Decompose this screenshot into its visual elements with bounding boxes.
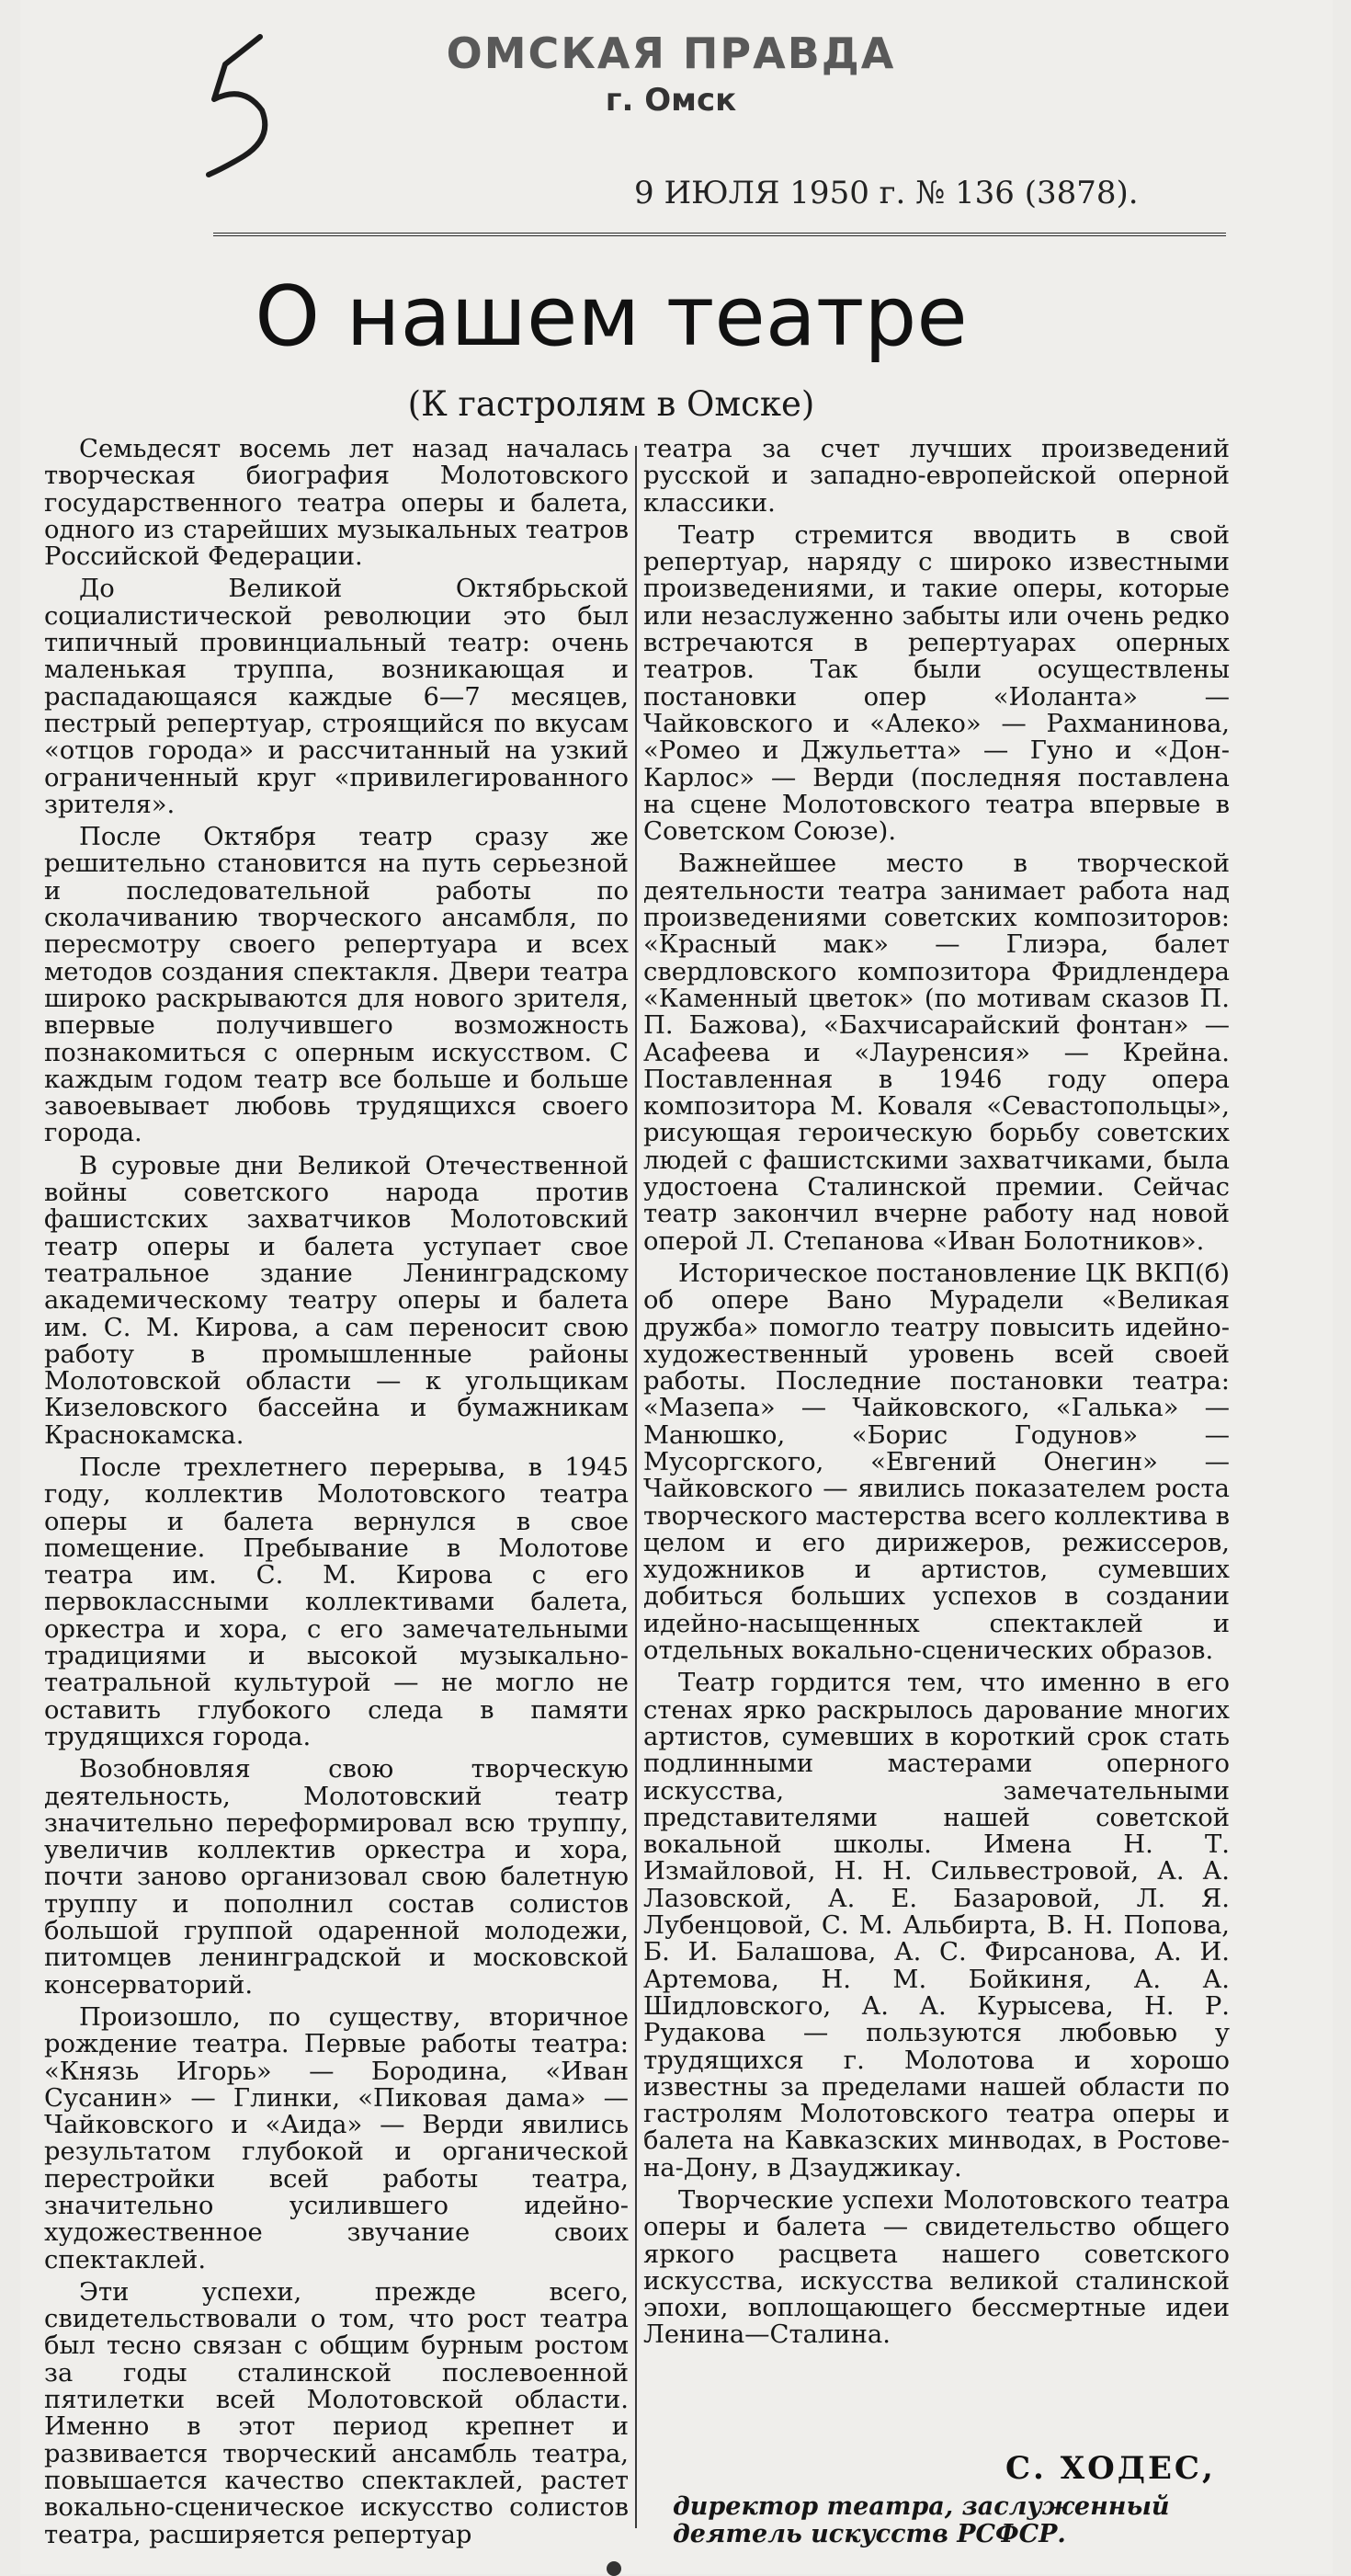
newspaper-city: г. Омск	[605, 82, 737, 119]
author-signature: С. ХОДЕС,	[1005, 2450, 1216, 2487]
paragraph: До Великой Октябрьской социалистической революции это был типичный провинциальный театр: очень маленькая труппа, возникающая и распадающаяся каждые 6—7 месяцев, пестрый репертуар, строящийся по вкусам «отцов города» и рассчитанный на узкий ограниченный круг «привилегированного зрителя».	[44, 575, 629, 819]
handwritten-number-mark	[188, 28, 290, 184]
paragraph: Важнейшее место в творческой деятельности театра занимает работа над произведениями советских композиторов: «Красный мак» — Глиэра, балет свердловского композитора Фридлендера «Каменный цветок» (по мотивам сказов П. П. Бажова), «Бахчисарайский фонтан» — Асафеева и «Лауренсия» — Крейна. Поставленная в 1946 году опера композитора М. Коваля «Севастопольцы», рисующая героическую борьбу советских людей с фашистскими захватчиками, была удостоена Сталинской премии. Сейчас театр закончил вчерне работу над новой оперой Л. Степанова «Иван Болотников».	[643, 849, 1230, 1256]
article-right-column	[643, 436, 1230, 2354]
article-subheadline: (К гастролям в Омске)	[407, 384, 815, 424]
paragraph: После трехлетнего перерыва, в 1945 году, коллектив Молотовского театра оперы и балета вернулся в свое помещение. Пребывание в Молотове театра им. С. М. Кирова с его первоклассными коллективами балета, оркестра и хора, с его замечательными традициями и высокой музыкально-театральной культурой — не могло не оставить глубокого следа в памяти трудящихся города.	[44, 1453, 629, 1751]
issue-date-number: 9 ИЮЛЯ 1950 г. № 136 (3878).	[634, 175, 1139, 211]
paragraph: В суровые дни Великой Отечественной войны советского народа против фашистских захватчиков Молотовский театр оперы и балета уступает свое театральное здание Ленинградскому академическому театру оперы и балета им. С. М. Кирова, а сам переносит свою работу в промышленные районы Молотовской области — к угольщикам Кизеловского бассейна и бумажникам Краснокамска.	[44, 1151, 629, 1450]
paragraph: Эти успехи, прежде всего, свидетельствовали о том, что рост театра был тесно связан с общим бурным ростом за годы сталинской послевоенной пятилетки всей Молотовской области. Именно в этот период крепнет и развивается творческий ансамбль театра, повышается качество спектаклей, растет вокально-сценическое искусство солистов театра, расширяется репертуар	[44, 2277, 629, 2549]
author-title: директор театра, заслуженный деятель искусств РСФСР.	[673, 2492, 1170, 2548]
header-rule	[213, 233, 1226, 236]
paragraph: Творческие успехи Молотовского театра оперы и балета — свидетельство общего яркого расцвета нашего советского искусства, искусства великой сталинской эпохи, воплощающего бессмертные идеи Ленина—Сталина.	[643, 2186, 1230, 2350]
masthead	[395, 28, 947, 121]
paragraph: Театр стремится вводить в свой репертуар, наряду с широко известными произведениями, и такие оперы, которые или незаслуженно забыты или очень редко встречаются в репертуарах оперных театров. Так были осуществлены постановки опер «Иоланта» — Чайковского и «Алеко» — Рахманинова, «Ромео и Джульетта» — Гуно и «Дон-Карлос» — Верди (последняя поставлена на сцене Молотовского театра впервые в Советском Союзе).	[643, 520, 1230, 847]
paragraph: Историческое постановление ЦК ВКП(б) об опере Вано Мурадели «Великая дружба» помогло театру повысить идейно-художественный уровень всей своей работы. Последние постановки театра: «Мазепа» — Чайковского, «Галька» — Манюшко, «Борис Годунов» — Мусоргского, «Евгений Онегин» — Чайковского — явились показателем роста творческого мастерства всего коллектива в целом и его дирижеров, режиссеров, художников и артистов, сумевших добиться больших успехов в создании идейно-насыщенных спектаклей и отдельных вокально-сценических образов.	[643, 1259, 1230, 1666]
article-headline: О нашем театре	[255, 268, 968, 365]
paragraph: Театр гордится тем, что именно в его стенах ярко раскрылось дарование многих артистов, сумевших в короткий срок стать подлинными мастерами оперного искусства, замечательными представителями нашей советской вокальной школы. Имена Н. Т. Измайловой, Н. Н. Сильвестровой, А. А. Лазовской, А. Е. Базаровой, Л. Я. Лубенцовой, С. М. Альбирта, В. Н. Попова, Б. И. Балашова, А. С. Фирсанова, А. И. Артемова, Н. М. Бойкиня, А. А. Шидловского, А. А. Курысева, Н. Р. Рудакова — пользуются любовью у трудящихся г. Молотова и хорошо известны за пределами нашей области по гастролям Молотовского театра оперы и балета на Кавказских минводах, в Ростове-на-Дону, в Дзауджикау.	[643, 1669, 1230, 2183]
paragraph: Семьдесят восемь лет назад началась творческая биография Молотовского государственного театра оперы и балета, одного из старейших музыкальных театров Российской Федерации.	[44, 435, 629, 572]
newspaper-title: ОМСКАЯ ПРАВДА	[446, 28, 896, 78]
paragraph: Возобновляя свою творческую деятельность, Молотовский театр значительно переформировал всю труппу, увеличив коллектив оркестра и хора, почти заново организовал свою балетную труппу и пополнил состав солистов большой группой одаренной молодежи, питомцев ленинградской и московской консерваторий.	[44, 1755, 629, 2000]
article-left-column	[44, 436, 629, 2554]
paragraph: Произошло, по существу, вторичное рождение театра. Первые работы театра: «Князь Игорь» — Бородина, «Иван Сусанин» — Глинки, «Пиковая дама» — Чайковского и «Аида» — Верди явились результатом глубокой и органической перестройки всей работы театра, значительно усилившего идейно-художественное звучание своих спектаклей.	[44, 2002, 629, 2274]
paragraph: После Октября театр сразу же решительно становится на путь серьезной и последовательной работы по сколачиванию творческого ансамбля, по пересмотру своего репертуара и всех методов создания спектакля. Двери театра широко раскрываются для нового зрителя, впервые получившего возможность познакомиться с оперным искусством. С каждым годом театр все больше и больше завоевывает любовь трудящихся своего города.	[44, 823, 629, 1148]
column-divider	[635, 446, 637, 2528]
paragraph: театра за счет лучших произведений русской и западно-европейской оперной классики.	[643, 435, 1230, 518]
